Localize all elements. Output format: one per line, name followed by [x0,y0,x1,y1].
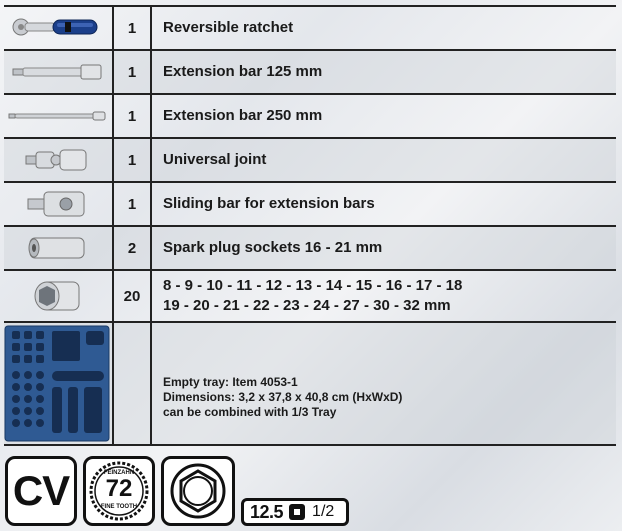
quantity-cell: 1 [112,183,152,225]
universal-joint-icon [4,139,110,181]
table-row [4,139,616,183]
description-cell [154,51,616,93]
tray-item-number: Empty tray: Item 4053-1 [163,375,298,389]
quantity-cell: 1 [112,7,152,49]
description-text: Reversible ratchet [163,19,294,36]
description-cell [154,95,616,137]
description-cell [154,183,616,225]
fine-tooth-top-label: FEINZAHN [103,470,135,476]
fine-tooth-number: 72 [105,475,133,502]
description-cell [154,227,616,269]
quantity-cell: 20 [112,271,152,321]
sliding-bar-icon [4,183,110,225]
description-text: Sliding bar for extension bars [163,195,375,212]
square-icon [289,504,305,520]
table-row [4,323,616,444]
socket-sizes-line-1: 8 - 9 - 10 - 11 - 12 - 13 - 14 - 15 - 16 - 17 - 18 [163,277,463,294]
drive-fraction-label: 1/2 [312,503,335,520]
ratchet-icon [4,7,110,49]
extension-bar-icon [4,51,110,93]
description-cell [154,7,616,49]
table-row [4,51,616,95]
description-cell [154,323,616,444]
cv-badge-icon [5,456,77,526]
socket-sizes-line-2: 19 - 20 - 21 - 22 - 23 - 24 - 27 - 30 - 32 mm [163,297,451,314]
cv-label: CV [12,467,70,514]
quantity-cell [112,323,152,444]
quantity-cell: 1 [112,139,152,181]
description-text: Spark plug sockets 16 - 21 mm [163,239,383,256]
fine-tooth-bottom-label: FINE TOOTH [100,504,138,510]
tray-dimensions: Dimensions: 3,2 x 37,8 x 40,8 cm (HxWxD) [163,390,403,404]
description-text: Extension bar 125 mm [163,63,323,80]
spark-plug-socket-icon [4,227,110,269]
table-row [4,183,616,227]
quantity-cell: 1 [112,95,152,137]
table-row [4,95,616,139]
table-row [4,271,616,323]
description-cell [154,139,616,181]
socket-icon [4,271,110,321]
description-cell [154,271,616,321]
feature-badges [5,454,355,528]
parts-table [4,5,616,446]
square-drive-icon [241,498,349,526]
long-extension-bar-icon [4,95,110,137]
fine-tooth-gear-icon [83,456,155,526]
description-text: Extension bar 250 mm [163,107,323,124]
drive-size-label: 12.5 [250,501,284,522]
tray-combination-note: can be combined with 1/3 Tray [163,405,337,419]
foam-tray-icon [4,323,110,444]
table-row [4,227,616,271]
description-text: Universal joint [163,151,267,168]
table-row [4,7,616,51]
quantity-cell: 2 [112,227,152,269]
quantity-cell: 1 [112,51,152,93]
hex-socket-profile-icon [161,456,235,526]
